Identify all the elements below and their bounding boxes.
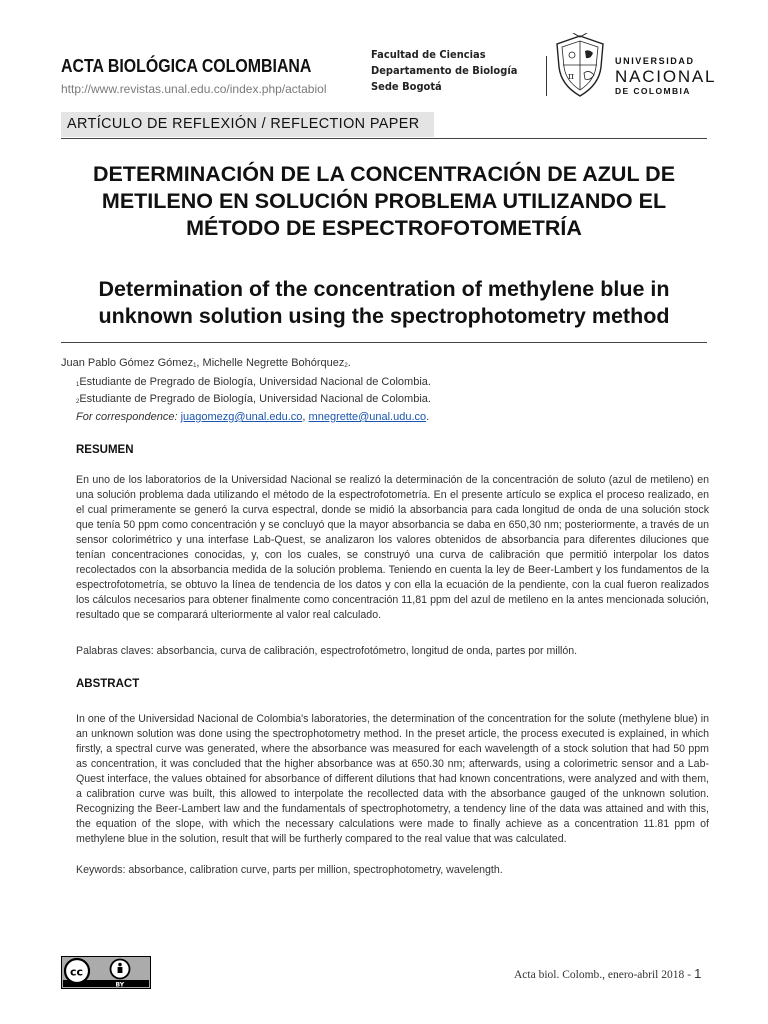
author-line: Juan Pablo Gómez Gómez$_1$, Michelle Negrette Bohórquez$_2$. <box>61 357 351 369</box>
campus-line: Sede Bogotá <box>371 80 442 93</box>
journal-title: ACTA BIOLÓGICA COLOMBIANA <box>61 55 312 76</box>
university-logo-text <box>615 56 716 96</box>
affiliation-2-text: Estudiante de Pregrado de Biología, Universidad Nacional de Colombia. <box>79 393 431 405</box>
footer-separator: - <box>687 969 692 981</box>
faculty-line: Facultad de Ciencias <box>371 48 486 61</box>
page-footer <box>514 966 701 981</box>
resumen-text: En uno de los laboratorios de la Universidad Nacional se realizó la determinación de la concentración de soluto (azul de metileno) en una solución problema dada utilizando el método de la espectrofotometría. En el presente artículo se explica el proceso realizado, en el cual primeramente se generó la curva espectral, donde se midió la absorbancia para cada longitud de onda de una solución stock que tenía 50 ppm como concentración y se concluyó que la mayor absorbancia se daba en 650,30 nm; posteriormente, a través de un sensor colorimétrico y una interfase Lab-Quest, se analizaron los valores obtenidos de absorbancia para diferentes diluciones que tenían concentraciones conocidas, y, con los cuales, se construyó una curva de calibración que permitió interpolar los datos recolectados con la absorbancia medida de la solución problema. Teniendo en cuenta la ley de Beer-Lambert y los fundamentos de la espectrofotometría, se obtuvo la línea de tendencia de los datos y con ella la ecuación de la pendiente, con la cual fueron realizados los cálculos necesarios para obtener finalmente como concentración 11,81 ppm del azul de metileno en la antes mencionada solución, resultado que se comparará ulteriormente al valor real calculado. <box>76 474 709 621</box>
abstract-heading: ABSTRACT <box>76 678 140 690</box>
page-number: 1 <box>694 966 702 981</box>
university-line-2: NACIONAL <box>615 67 717 86</box>
author-2-mark: 2 <box>344 363 348 369</box>
email-link-2[interactable]: mnegrette@unal.udu.co <box>308 411 427 423</box>
license-label: BY <box>115 981 125 989</box>
title-rule <box>61 342 707 343</box>
resumen-heading: RESUMEN <box>76 444 134 456</box>
journal-url[interactable]: http://www.revistas.unal.edu.co/index.php/actabiol <box>61 82 327 96</box>
title-spanish: DETERMINACIÓN DE LA CONCENTRACIÓN DE AZUL DE METILENO EN SOLUCIÓN PROBLEMA UTILIZANDO EL MÉTODO DE ESPECTROFOTOMETRÍA <box>92 162 676 240</box>
article-type: ARTÍCULO DE REFLEXIÓN / REFLECTION PAPER <box>67 115 420 132</box>
svg-text:π: π <box>568 72 574 82</box>
university-line-1: UNIVERSIDAD <box>615 56 695 66</box>
affiliation-1 <box>76 376 431 388</box>
abstract-text: In one of the Universidad Nacional de Colombia's laboratories, the determination of the concentration for the solute (methylene blue) in an unknown solution was done using the spectrophotometry method. In the preset article, the process executed is explained, in which firstly, a spectral curve was generated, where the absorbance was measured for each wavelength of a stock solution that had 50 ppm as concentration, it was concluded that the higher absorbance was at 650.30 nm; afterwards, using a colorimetric sensor and a Lab-Quest interface, the values obtained for absorbance of different dilutions that had known concentrations, were analyzed and with them, a calibration curve was built, this allowed to interpolate the recollected data with the absorbance gauged of the unknown solution. Recognizing the Beer-Lambert law and the fundamentals of spectrophotometry, a tendency line of the data was attained and with this, the equation of the slope, with which the necessary calculations were made to finally achieve as a concentration 11.81 ppm of methylene blue in the solution, result that will be furtherly compared to the real value that was calculated. <box>76 713 709 845</box>
correspondence-label: For correspondence: <box>76 411 178 423</box>
affiliation-2 <box>76 393 431 405</box>
resumen-keywords: Palabras claves: absorbancia, curva de calibración, espectrofotómetro, longitud de onda, partes por millón. <box>76 645 578 657</box>
faculty-block <box>371 47 517 95</box>
title-english: Determination of the concentration of methylene blue in unknown solution using the spectrophotometry method <box>98 277 670 328</box>
author-2: Michelle Negrette Bohórquez <box>202 357 345 369</box>
author-1: Juan Pablo Gómez Gómez <box>61 357 194 369</box>
citation: Acta biol. Colomb., enero-abril 2018 <box>514 969 685 981</box>
author-1-mark: 1 <box>193 363 197 369</box>
affiliation-1-text: Estudiante de Pregrado de Biología, Universidad Nacional de Colombia. <box>79 376 431 388</box>
header-divider <box>546 56 547 96</box>
email-link-1[interactable]: juagomezg@unal.edu.co <box>180 411 303 423</box>
correspondence-line: For correspondence: juagomezg@unal.edu.co, mnegrette@unal.udu.co. <box>76 411 430 423</box>
svg-text:cc: cc <box>70 965 84 979</box>
creative-commons-badge-icon[interactable] <box>61 956 151 989</box>
affiliation-2-mark: 2 <box>76 399 80 405</box>
university-line-3: DE COLOMBIA <box>615 86 691 96</box>
university-seal-icon <box>553 33 607 99</box>
abstract-keywords: Keywords: absorbance, calibration curve, parts per million, spectrophotometry, wavelength. <box>76 864 503 876</box>
header-rule <box>61 138 707 139</box>
affiliation-1-mark: 1 <box>76 382 80 388</box>
department-line: Departamento de Biología <box>371 64 518 77</box>
